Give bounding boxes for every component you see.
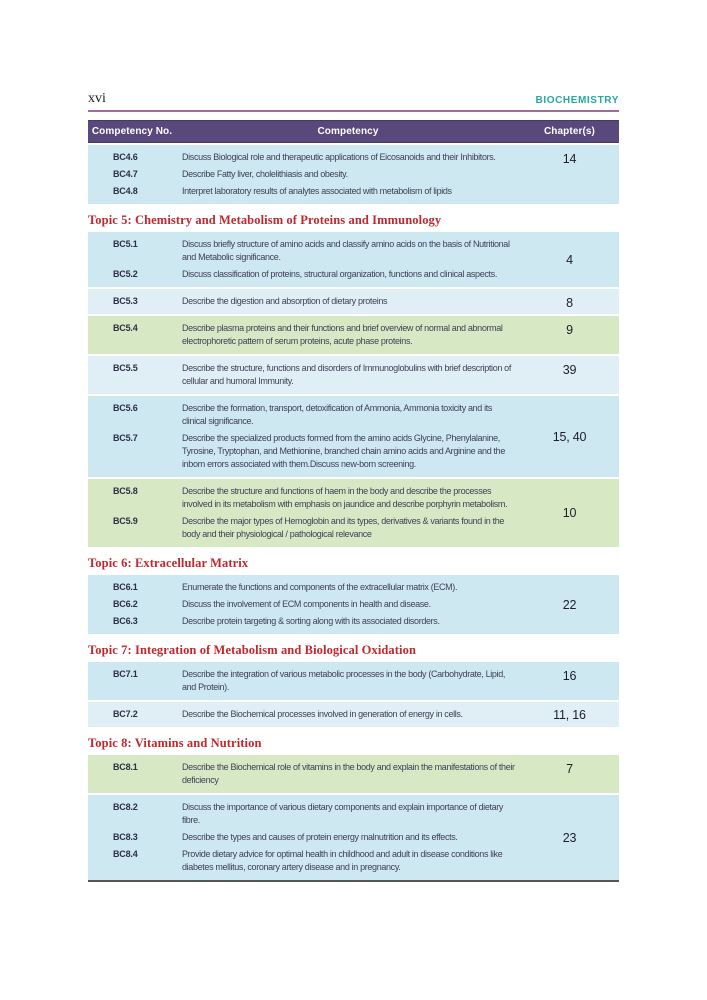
competency-text: Interpret laboratory results of analytes associated with metabolism of lipids bbox=[182, 186, 452, 196]
competency-rows bbox=[88, 289, 520, 314]
page-number: xvi bbox=[88, 91, 106, 106]
competency-block bbox=[88, 662, 619, 700]
competency-no: BC8.1 bbox=[113, 762, 138, 772]
competency-rows bbox=[88, 795, 520, 880]
competency-text: Describe the specialized products formed from the amino acids Glycine, Phenylalanine, Tyrosine, Tryptophan, and Methionine, branched chain amino acids and Arginine and the inborn errors associated with them.Discuss new-born screening. bbox=[182, 433, 505, 469]
competency-text: Enumerate the functions and components of the extracellular matrix (ECM). bbox=[182, 582, 458, 592]
table-row bbox=[88, 293, 520, 310]
competency-no: BC5.3 bbox=[113, 296, 138, 306]
competency-no: BC6.1 bbox=[113, 582, 138, 592]
competency-text: Discuss Biological role and therapeutic applications of Eicosanoids and their Inhibitors. bbox=[182, 152, 496, 162]
competency-text: Discuss the involvement of ECM components in health and disease. bbox=[182, 599, 431, 609]
col-header-competency-no: Competency No. bbox=[91, 126, 173, 137]
col-header-chapters: Chapter(s) bbox=[543, 126, 595, 137]
table-body bbox=[88, 145, 619, 882]
competency-text: Describe Fatty liver, cholelithiasis and obesity. bbox=[182, 169, 348, 179]
competency-block bbox=[88, 396, 619, 477]
table-header-row bbox=[88, 120, 619, 143]
competency-text: Describe the integration of various metabolic processes in the body (Carbohydrate, Lipid, and Protein). bbox=[182, 669, 506, 692]
chapter-cell: 16 bbox=[562, 669, 577, 683]
table-row bbox=[88, 846, 520, 876]
table-row bbox=[88, 320, 520, 350]
table-row bbox=[88, 430, 520, 473]
table-row bbox=[88, 483, 520, 513]
table-row bbox=[88, 613, 520, 630]
competency-block bbox=[88, 145, 619, 204]
table-row bbox=[88, 149, 520, 166]
competency-no: BC5.1 bbox=[113, 239, 138, 249]
topic-heading: Topic 8: Vitamins and Nutrition bbox=[88, 729, 619, 755]
competency-text: Describe the major types of Hemoglobin and its types, derivatives & variants found in the body and their physiological / pathological relevance bbox=[182, 516, 505, 539]
table-row bbox=[88, 799, 520, 829]
competency-text: Discuss briefly structure of amino acids and classify amino acids on the basis of Nutritional and Metabolic significance. bbox=[182, 239, 510, 262]
competency-block bbox=[88, 575, 619, 634]
competency-block bbox=[88, 795, 619, 880]
competency-rows bbox=[88, 755, 520, 793]
competency-no: BC8.4 bbox=[113, 849, 138, 859]
competency-no: BC5.6 bbox=[113, 403, 138, 413]
competency-text: Describe protein targeting & sorting along with its associated disorders. bbox=[182, 616, 440, 626]
competency-rows bbox=[88, 575, 520, 634]
chapter-cell: 22 bbox=[562, 597, 577, 612]
chapter-cell: 14 bbox=[562, 152, 577, 166]
table-row bbox=[88, 183, 520, 200]
topic-heading: Topic 5: Chemistry and Metabolism of Proteins and Immunology bbox=[88, 206, 619, 232]
competency-text: Provide dietary advice for optimal health in childhood and adult in disease conditions like diabetes mellitus, coronary artery disease and in pregnancy. bbox=[182, 849, 503, 872]
table-row bbox=[88, 166, 520, 183]
table-row bbox=[88, 236, 520, 266]
competency-block bbox=[88, 479, 619, 547]
competency-rows bbox=[88, 662, 520, 700]
competency-text: Describe plasma proteins and their functions and brief overview of normal and abnormal electrophoretic pattern of serum proteins, acute phase proteins. bbox=[182, 323, 503, 346]
competency-no: BC7.1 bbox=[113, 669, 138, 679]
table-row bbox=[88, 829, 520, 846]
competency-rows bbox=[88, 396, 520, 477]
competency-rows bbox=[88, 356, 520, 394]
competency-text: Describe the Biochemical role of vitamins in the body and explain the manifestations of their deficiency bbox=[182, 762, 515, 785]
competency-block bbox=[88, 289, 619, 314]
competency-no: BC4.7 bbox=[113, 169, 138, 179]
chapter-cell: 7 bbox=[566, 762, 573, 776]
competency-no: BC4.6 bbox=[113, 152, 138, 162]
competency-text: Describe the types and causes of protein energy malnutrition and its effects. bbox=[182, 832, 458, 842]
competency-rows bbox=[88, 479, 520, 547]
competency-no: BC6.3 bbox=[113, 616, 138, 626]
competency-block bbox=[88, 316, 619, 354]
table-row bbox=[88, 513, 520, 543]
competency-no: BC5.7 bbox=[113, 433, 138, 443]
competency-no: BC6.2 bbox=[113, 599, 138, 609]
table-row bbox=[88, 360, 520, 390]
competency-block bbox=[88, 755, 619, 793]
competency-no: BC5.4 bbox=[113, 323, 138, 333]
book-title: BIOCHEMISTRY bbox=[535, 95, 619, 106]
page-header bbox=[88, 92, 619, 112]
chapter-cell: 9 bbox=[566, 323, 573, 337]
competency-no: BC5.8 bbox=[113, 486, 138, 496]
competency-rows bbox=[88, 702, 520, 727]
competency-block bbox=[88, 232, 619, 287]
competency-table bbox=[88, 120, 619, 882]
competency-text: Describe the digestion and absorption of dietary proteins bbox=[182, 296, 388, 306]
chapter-cell: 11, 16 bbox=[553, 707, 586, 722]
col-header-competency: Competency bbox=[317, 126, 379, 137]
competency-text: Describe the Biochemical processes involved in generation of energy in cells. bbox=[182, 709, 463, 719]
competency-no: BC5.9 bbox=[113, 516, 138, 526]
table-row bbox=[88, 579, 520, 596]
competency-rows bbox=[88, 232, 520, 287]
competency-text: Describe the structure, functions and disorders of Immunoglobulins with brief description of cellular and humoral Immunity. bbox=[182, 363, 511, 386]
table-row bbox=[88, 666, 520, 696]
competency-no: BC4.8 bbox=[113, 186, 138, 196]
table-row bbox=[88, 400, 520, 430]
chapter-cell: 23 bbox=[562, 830, 577, 845]
competency-text: Describe the structure and functions of haem in the body and describe the processes involved in its metabolism with emphasis on jaundice and describe porphyrin metabolism. bbox=[182, 486, 508, 509]
competency-no: BC7.2 bbox=[113, 709, 138, 719]
competency-block bbox=[88, 702, 619, 727]
chapter-cell: 10 bbox=[562, 506, 577, 520]
table-row bbox=[88, 706, 520, 723]
book-page bbox=[88, 92, 619, 882]
competency-rows bbox=[88, 316, 520, 354]
competency-text: Describe the formation, transport, detoxification of Ammonia, Ammonia toxicity and its clinical significance. bbox=[182, 403, 493, 426]
competency-text: Discuss the importance of various dietary components and explain importance of dietary fibre. bbox=[182, 802, 504, 825]
table-row bbox=[88, 266, 520, 283]
table-row bbox=[88, 596, 520, 613]
competency-no: BC5.5 bbox=[113, 363, 138, 373]
topic-heading: Topic 7: Integration of Metabolism and Biological Oxidation bbox=[88, 636, 619, 662]
competency-block bbox=[88, 356, 619, 394]
competency-no: BC8.3 bbox=[113, 832, 138, 842]
competency-text: Discuss classification of proteins, structural organization, functions and clinical aspects. bbox=[182, 269, 497, 279]
competency-no: BC8.2 bbox=[113, 802, 138, 812]
table-row bbox=[88, 759, 520, 789]
topic-heading: Topic 6: Extracellular Matrix bbox=[88, 549, 619, 575]
competency-no: BC5.2 bbox=[113, 269, 138, 279]
competency-rows bbox=[88, 145, 520, 204]
chapter-cell: 15, 40 bbox=[552, 429, 587, 444]
chapter-cell: 39 bbox=[562, 363, 577, 377]
chapter-cell: 8 bbox=[566, 296, 573, 310]
chapter-cell: 4 bbox=[566, 252, 573, 267]
